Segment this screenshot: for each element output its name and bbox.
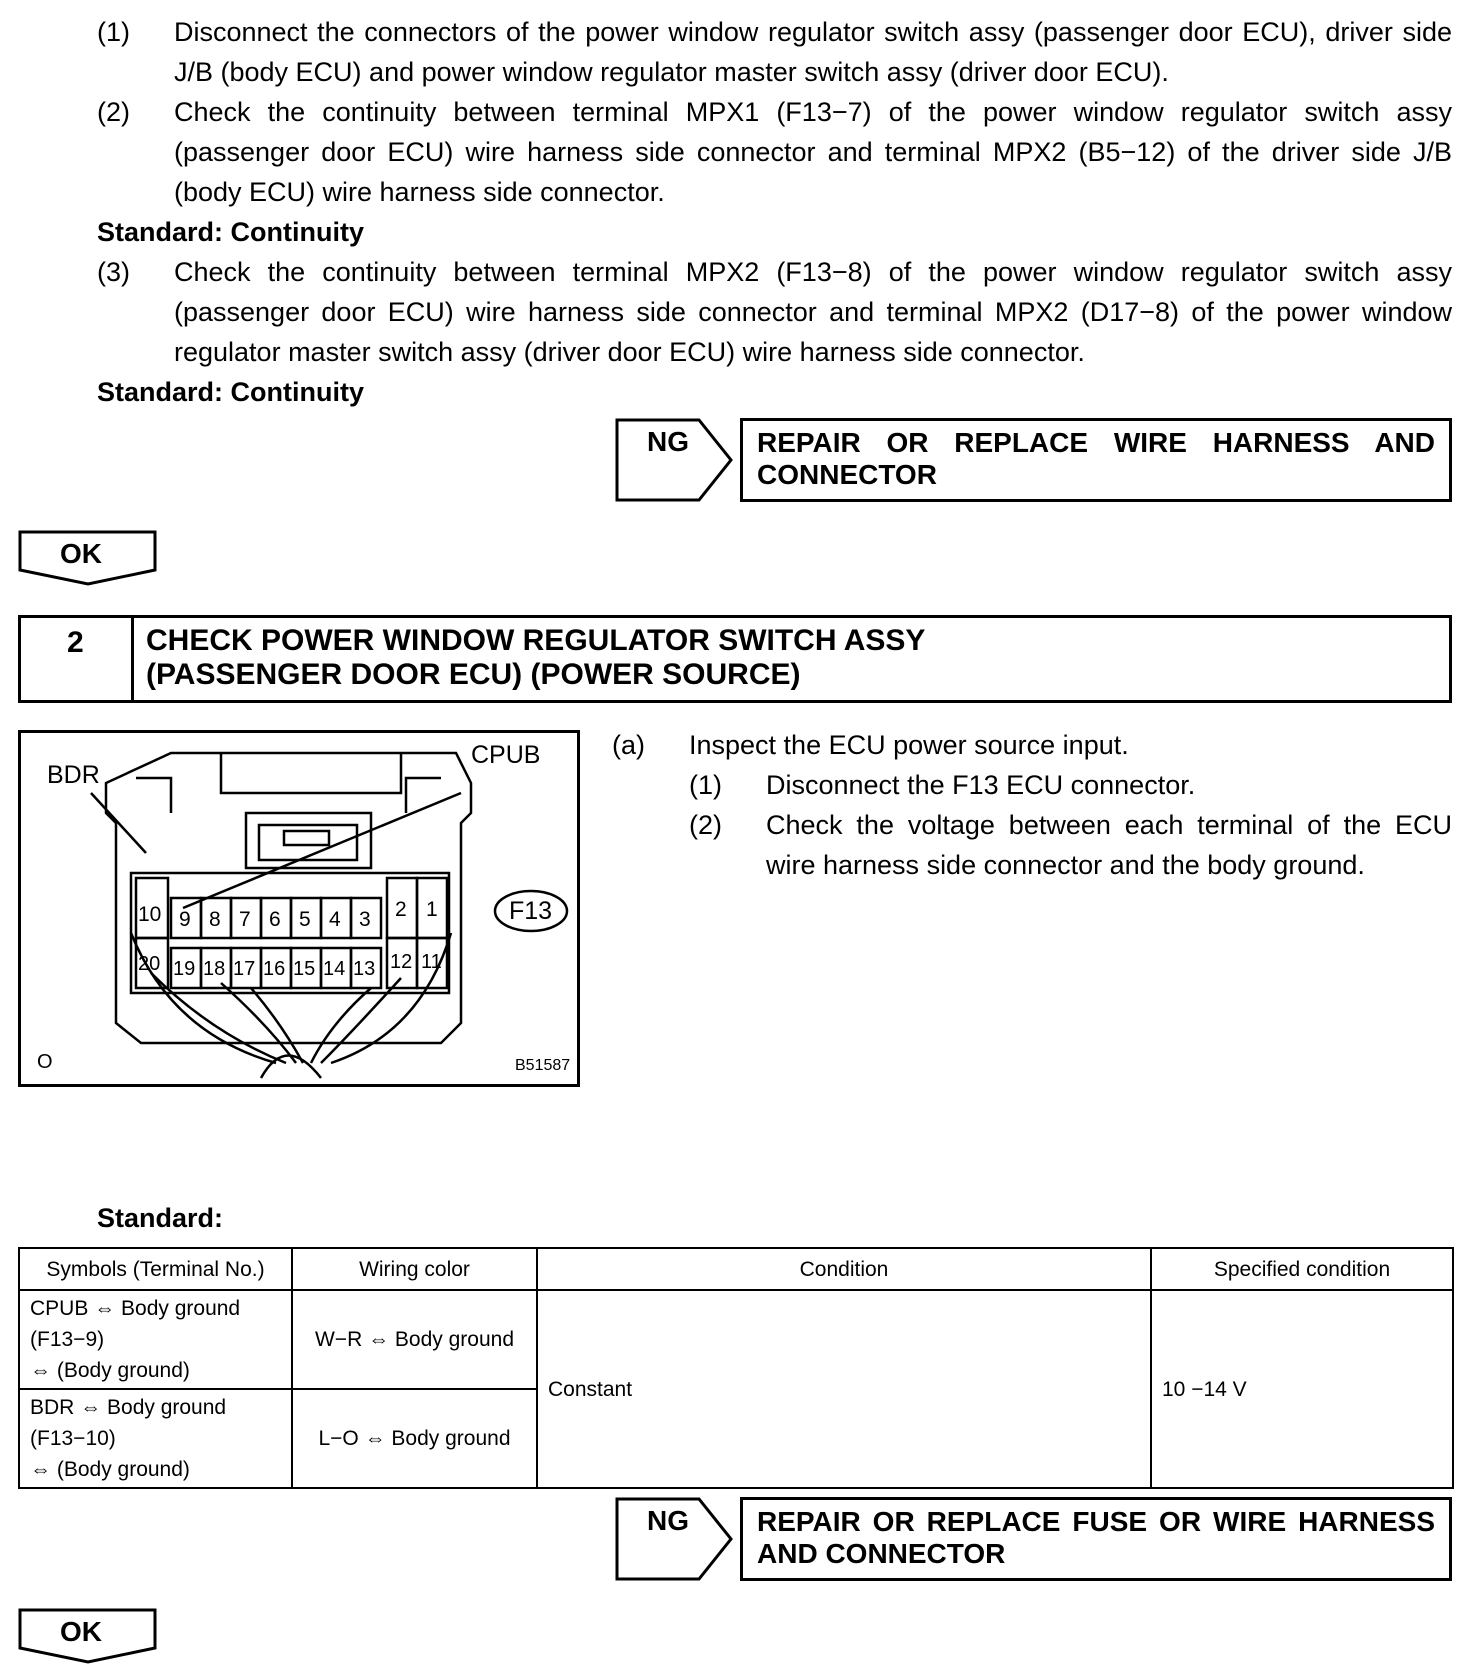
sub-step-text: Disconnect the F13 ECU connector.	[766, 770, 1196, 800]
sub-step-number: (2)	[689, 810, 722, 840]
pin-label: 5	[299, 908, 311, 931]
section-title	[146, 624, 925, 692]
corner-mark: O	[37, 1051, 53, 1073]
standard-continuity-2: Standard: Continuity	[97, 377, 364, 407]
pin-label: 3	[359, 908, 371, 931]
header-specified-condition: Specified condition	[1151, 1248, 1453, 1290]
sub-step-number: (1)	[689, 770, 722, 800]
ng-indicator-1	[615, 418, 735, 502]
pin-label: 10	[138, 903, 162, 926]
pin-label: 6	[269, 908, 281, 931]
symbol-line: ⇔ (Body ground)	[30, 1458, 190, 1481]
step-number: (3)	[97, 257, 130, 287]
step-text: Check the continuity between terminal MPX1 (F13−7) of the power window regulator switch assy (passenger door ECU) wire harness side connector and terminal MPX2 (B5−12) of the driver side J/B (body ECU) wire harness side connector.	[174, 97, 1452, 207]
pin-label: 11	[421, 951, 442, 973]
header-condition: Condition	[537, 1248, 1151, 1290]
pin-label: 14	[323, 958, 346, 980]
ok-label: OK	[60, 1616, 102, 1647]
step-2	[97, 92, 1452, 212]
section-2-header	[18, 615, 1452, 703]
section-number: 2	[67, 626, 84, 659]
step-text: Disconnect the connectors of the power window regulator switch assy (passenger door ECU), driver side J/B (body ECU) and power window regulator master switch assy (driver door ECU).	[174, 17, 1452, 87]
sub-step-text: Inspect the ECU power source input.	[689, 730, 1129, 760]
label-cpub: CPUB	[471, 741, 541, 769]
step-text: Check the continuity between terminal MPX2 (F13−8) of the power window regulator switch assy (passenger door ECU) wire harness side connector and terminal MPX2 (D17−8) of the power window regulator master switch assy (driver door ECU) wire harness side connector.	[174, 257, 1452, 367]
symbol-cell	[19, 1389, 292, 1488]
pin-label: 12	[390, 951, 413, 973]
pin-label: 7	[239, 908, 251, 931]
ng-action-box-2	[740, 1497, 1452, 1581]
header-symbols: Symbols (Terminal No.)	[19, 1248, 292, 1290]
step-number: (2)	[97, 97, 130, 127]
section-title-line-2: (PASSENGER DOOR ECU) (POWER SOURCE)	[146, 658, 801, 691]
ng-label: NG	[647, 426, 689, 457]
pin-label: 1	[426, 898, 438, 921]
pin-label: 16	[263, 958, 286, 980]
symbol-cell	[19, 1290, 292, 1389]
header-wiring-color: Wiring color	[292, 1248, 537, 1290]
step-number: (1)	[97, 17, 130, 47]
sub-step-text: Check the voltage between each terminal of the ECU wire harness side connector and the body ground.	[766, 810, 1452, 880]
standard-continuity-1: Standard: Continuity	[97, 217, 364, 247]
symbol-line: (F13−10)	[30, 1427, 116, 1450]
section-title-line-1: CHECK POWER WINDOW REGULATOR SWITCH ASSY	[146, 624, 926, 657]
wiring-cell: L−O ⇔ Body ground	[292, 1389, 537, 1488]
pin-label: 13	[353, 958, 376, 980]
pin-label: 20	[138, 953, 161, 975]
sub-step-1	[689, 765, 1452, 805]
pin-label: 2	[395, 898, 407, 921]
pin-label: 9	[179, 908, 191, 931]
table-row	[19, 1290, 1453, 1389]
step-1	[97, 12, 1452, 92]
step-3	[97, 252, 1452, 372]
sub-step-2	[689, 805, 1452, 925]
ng-action-box-1	[740, 418, 1452, 502]
standard-table	[18, 1247, 1454, 1489]
connector-diagram	[18, 730, 580, 1087]
symbol-line: ⇔ (Body ground)	[30, 1359, 190, 1382]
figure-code: B51587	[515, 1057, 571, 1074]
section-number-cell	[21, 618, 134, 700]
symbol-line: CPUB ⇔ Body ground	[30, 1297, 241, 1320]
ok-indicator-1	[18, 530, 158, 586]
pin-label: 4	[329, 908, 341, 931]
ng-indicator-2	[615, 1497, 735, 1581]
wiring-cell: W−R ⇔ Body ground	[292, 1290, 537, 1389]
ng-label: NG	[647, 1505, 689, 1536]
ng-action-message: REPAIR OR REPLACE WIRE HARNESS AND CONNECTOR	[757, 427, 1435, 490]
symbol-line: BDR ⇔ Body ground	[30, 1396, 227, 1419]
pin-label: 18	[203, 958, 226, 980]
ng-action-message: REPAIR OR REPLACE FUSE OR WIRE HARNESS AND CONNECTOR	[757, 1506, 1435, 1569]
pin-label: 8	[209, 908, 221, 931]
pin-label: 15	[293, 958, 316, 980]
sub-step-number: (a)	[612, 730, 645, 760]
sub-step-a	[612, 725, 1452, 765]
ok-indicator-2	[18, 1608, 158, 1664]
label-bdr: BDR	[47, 761, 100, 789]
standard-label: Standard:	[97, 1203, 224, 1233]
table-header-row	[19, 1248, 1453, 1290]
ok-label: OK	[60, 538, 102, 569]
symbol-line: (F13−9)	[30, 1328, 105, 1351]
pin-label: 17	[233, 958, 256, 980]
pin-label: 19	[173, 958, 196, 980]
condition-cell: Constant	[537, 1290, 1151, 1488]
connector-id: F13	[509, 897, 553, 925]
specified-cell: 10 −14 V	[1151, 1290, 1453, 1488]
